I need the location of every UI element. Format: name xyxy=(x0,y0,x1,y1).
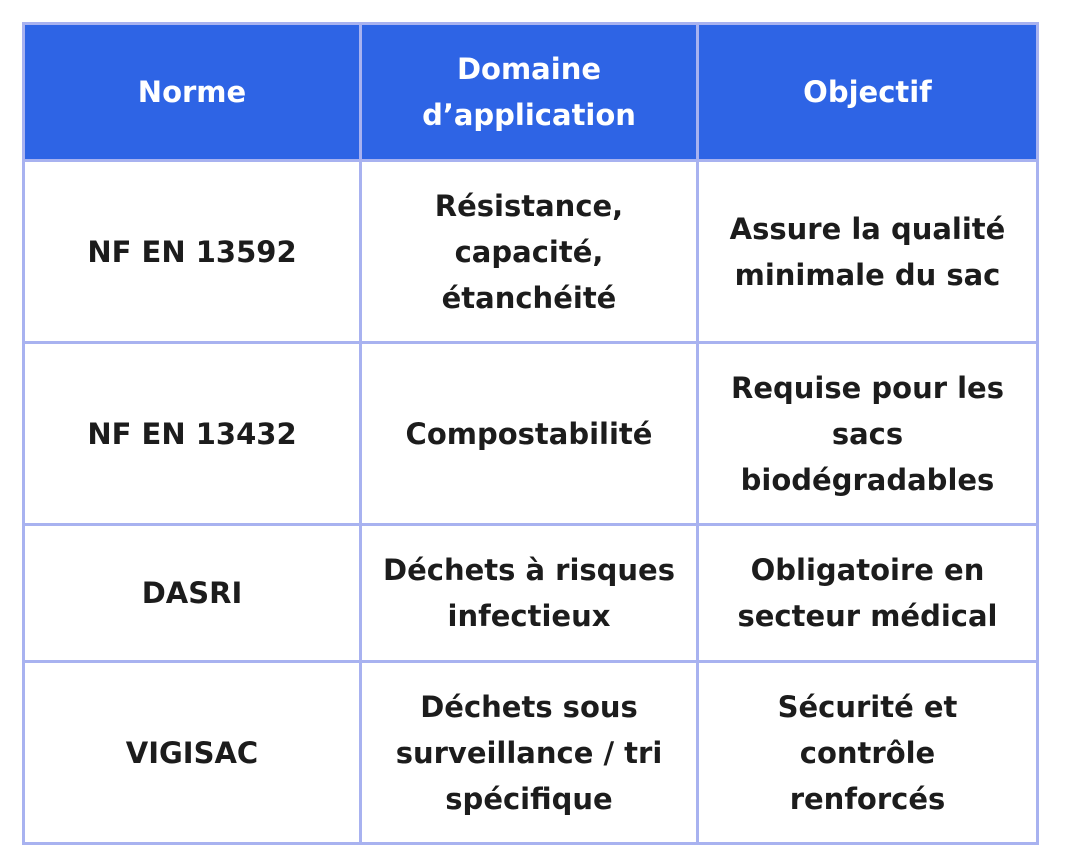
cell-norme-text: DASRI xyxy=(141,576,243,610)
header-objectif-label: Objectif xyxy=(803,75,932,109)
cell-norme xyxy=(24,525,361,662)
table-row xyxy=(24,662,1038,844)
table-row xyxy=(24,343,1038,525)
cell-domaine xyxy=(361,662,698,844)
cell-objectif-text: Assure la qualité minimale du sac xyxy=(729,211,1006,292)
standards-table xyxy=(22,22,1039,845)
cell-domaine xyxy=(361,525,698,662)
cell-norme xyxy=(24,662,361,844)
header-domaine-label: Domaine d’application xyxy=(422,52,636,132)
cell-norme xyxy=(24,343,361,525)
table-header-row xyxy=(24,24,1038,161)
cell-objectif xyxy=(698,161,1038,343)
cell-domaine xyxy=(361,343,698,525)
cell-domaine-text: Compostabilité xyxy=(405,416,653,451)
cell-norme-text: VIGISAC xyxy=(125,735,259,770)
table-row xyxy=(24,525,1038,662)
cell-norme xyxy=(24,161,361,343)
header-domaine xyxy=(361,24,698,161)
header-norme-label: Norme xyxy=(137,75,247,109)
cell-objectif-text: Sécurité et contrôle renforcés xyxy=(777,689,958,816)
cell-norme-text: NF EN 13592 xyxy=(87,234,297,269)
cell-objectif-text: Obligatoire en secteur médical xyxy=(737,553,998,633)
header-norme xyxy=(24,24,361,161)
cell-domaine-text: Déchets sous surveillance / tri spécifique xyxy=(395,689,663,816)
cell-domaine-text: Résistance, capacité, étanchéité xyxy=(434,188,624,315)
cell-objectif xyxy=(698,343,1038,525)
cell-objectif-text: Requise pour les sacs biodégradables xyxy=(731,370,1004,497)
cell-objectif xyxy=(698,662,1038,844)
table-row xyxy=(24,161,1038,343)
header-objectif xyxy=(698,24,1038,161)
cell-domaine xyxy=(361,161,698,343)
cell-domaine-text: Déchets à risques infectieux xyxy=(383,553,675,633)
standards-table-container xyxy=(22,22,1036,845)
cell-norme-text: NF EN 13432 xyxy=(87,416,297,451)
cell-objectif xyxy=(698,525,1038,662)
